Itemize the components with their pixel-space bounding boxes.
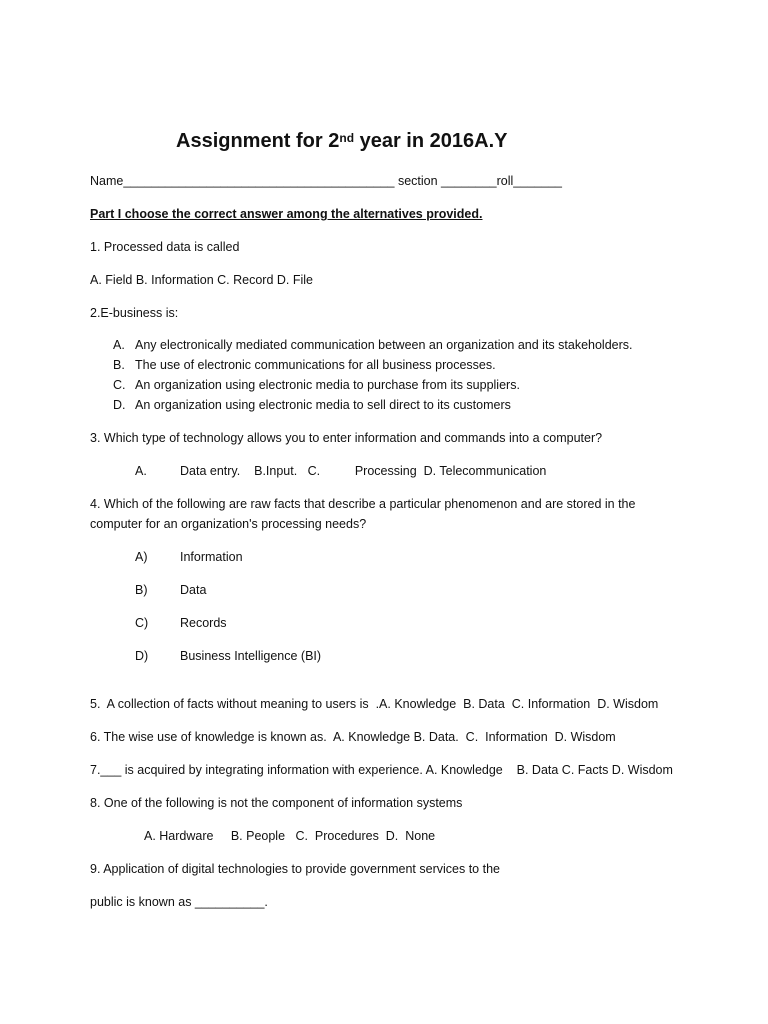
question-6: 6. The wise use of knowledge is known as. A. Knowledge B. Data. C. Information D. Wisdom (90, 730, 616, 744)
part-heading: Part I choose the correct answer among the alternatives provided. (90, 207, 483, 221)
question-7: 7.___ is acquired by integrating information with experience. A. Knowledge B. Data C. Facts D. Wisdom (90, 763, 673, 777)
question-8-options: A. Hardware B. People C. Procedures D. None (144, 829, 436, 843)
name-section-roll-line: Name_______________________________________ section ________roll_______ (90, 174, 562, 188)
question-8: 8. One of the following is not the component of information systems (90, 796, 463, 810)
question-2: 2.E-business is: (90, 306, 179, 320)
question-2-option-letter: D. (113, 398, 126, 412)
question-1: 1. Processed data is called (90, 240, 240, 254)
question-5: 5. A collection of facts without meaning to users is .A. Knowledge B. Data C. Information D. Wisdom (90, 697, 659, 711)
question-4-option-letter: D) (135, 649, 149, 663)
question-1-options: A. Field B. Information C. Record D. File (90, 273, 313, 287)
question-4-option-letter: C) (135, 616, 149, 630)
question-9-line-2: public is known as __________. (90, 895, 268, 909)
question-9-line-1: 9. Application of digital technologies to provide government services to the (90, 862, 500, 876)
title-superscript: nd (339, 131, 355, 145)
assignment-title (176, 128, 507, 154)
question-4-option-text: Data (180, 583, 207, 597)
question-4-option-letter: A) (135, 550, 148, 564)
title-prefix: Assignment for 2 (176, 130, 340, 152)
question-4-option-text: Information (180, 550, 243, 564)
question-4: 4. Which of the following are raw facts that describe a particular phenomenon and are stored in the computer for an organization's processing needs? (90, 497, 636, 531)
question-2-option-letter: B. (113, 358, 125, 372)
question-2-option-text: The use of electronic communications for all business processes. (135, 358, 496, 372)
question-4-option-letter: B) (135, 583, 148, 597)
question-4-option-text: Records (180, 616, 227, 630)
question-2-option-text: Any electronically mediated communication between an organization and its stakeholders. (135, 338, 633, 352)
question-3-options: Data entry. B.Input. C. Processing D. Telecommunication (180, 464, 547, 478)
question-2-option-text: An organization using electronic media to purchase from its suppliers. (135, 378, 520, 392)
question-4-option-text: Business Intelligence (BI) (180, 649, 322, 663)
question-2-option-text: An organization using electronic media to sell direct to its customers (135, 398, 511, 412)
question-3-option-letter: A. (135, 464, 147, 478)
question-3: 3. Which type of technology allows you to enter information and commands into a computer? (90, 431, 603, 445)
title-suffix: year in 2016A.Y (354, 130, 508, 152)
question-2-option-letter: A. (113, 338, 125, 352)
question-2-option-letter: C. (113, 378, 126, 392)
